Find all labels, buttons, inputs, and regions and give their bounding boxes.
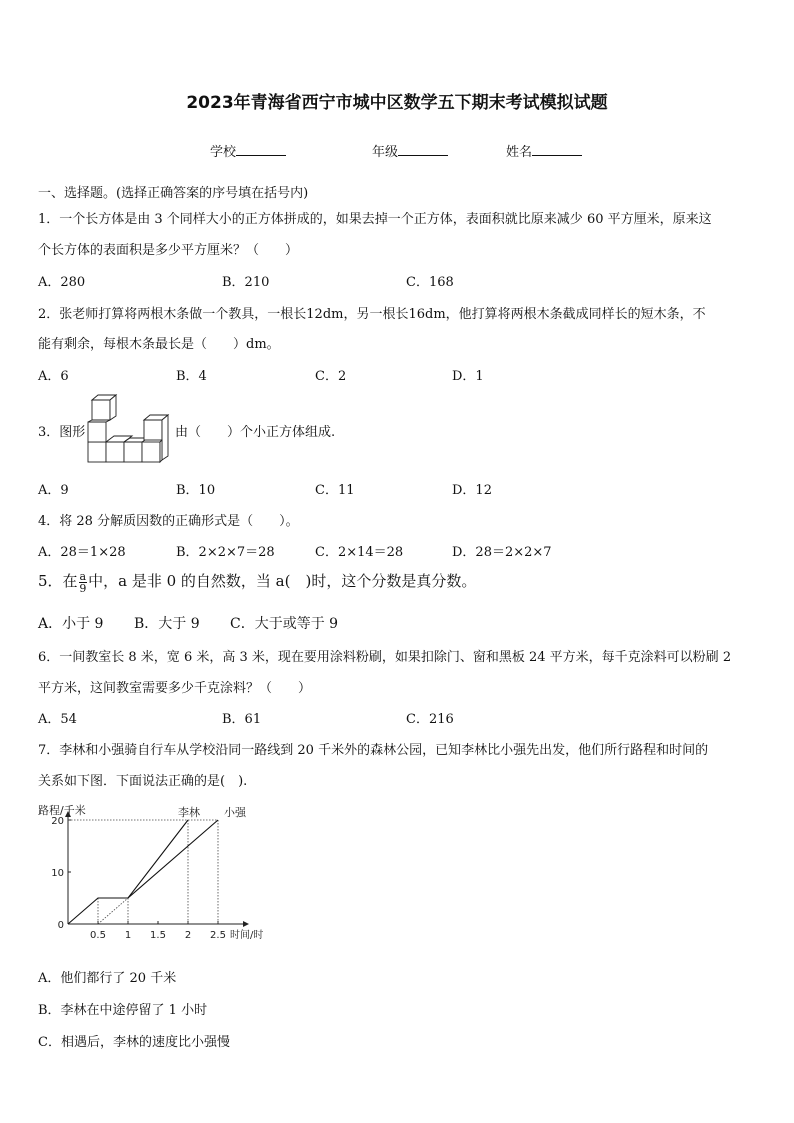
q2-option-d: D．1 — [452, 369, 484, 384]
q1-text-2: 个长方体的表面积是多少平方厘米？（ ） — [38, 243, 299, 258]
q5-text — [38, 570, 476, 594]
page-title: 2023年青海省西宁市城中区数学五下期末考试模拟试题 — [186, 93, 608, 113]
q3-option-a: A．9 — [38, 483, 69, 498]
x-tick-label: 1.5 — [150, 930, 166, 941]
series-label-1: 小强 — [224, 806, 246, 819]
q5-fraction-denominator: 9 — [79, 581, 87, 595]
x-tick-label: 2 — [184, 930, 192, 941]
q3-prefix: 3．图形 — [38, 425, 86, 440]
q1-option-b: B．210 — [222, 275, 270, 290]
x-axis-label: 时间/时 — [230, 930, 264, 941]
distance-time-chart — [30, 800, 290, 950]
school-label: 学校 — [210, 145, 237, 160]
name-blank — [532, 143, 582, 156]
q4-option-a: A．28＝1×28 — [38, 545, 126, 560]
q6-option-a: A．54 — [38, 712, 77, 727]
guide-line-lead — [98, 898, 128, 924]
q1-option-a: A．280 — [38, 275, 86, 290]
q6-text-2: 平方米，这间教室需要多少千克涂料？（ ） — [38, 681, 312, 696]
q4-option-d: D．28＝2×2×7 — [452, 545, 552, 560]
q2-text-2: 能有剩余，每根木条最长是（ ）dm。 — [38, 337, 280, 352]
q4-option-b: B．2×2×7＝28 — [176, 545, 275, 560]
cube-figure — [86, 394, 176, 464]
name-label: 姓名 — [506, 145, 533, 160]
q7-option-c: C．相遇后，李林的速度比小强慢 — [38, 1035, 230, 1050]
series-label-0: 李林 — [178, 806, 200, 819]
grade-label: 年级 — [372, 145, 399, 160]
grade-blank — [398, 143, 448, 156]
q5-option-a: A．小于 9 — [38, 616, 104, 632]
q3-suffix: 由（ ）个小正方体组成. — [175, 425, 336, 440]
section-heading: 一、选择题。(选择正确答案的序号填在括号内) — [38, 186, 309, 201]
q2-option-c: C．2 — [315, 369, 347, 384]
q2-text-1: 2．张老师打算将两根木条做一个教具，一根长12dm，另一根长16dm，他打算将两根木条截成同样长的短木条，不 — [38, 307, 706, 322]
school-field — [210, 141, 286, 160]
q3-option-d: D．12 — [452, 483, 492, 498]
q6-option-b: B．61 — [222, 712, 262, 727]
q5-fraction — [79, 571, 88, 594]
q1-text-1: 1．一个长方体是由 3 个同样大小的正方体拼成的，如果去掉一个正方体，表面积就比原来减少 60 平方厘米，原来这 — [38, 212, 712, 227]
q2-option-a: A．6 — [38, 369, 69, 384]
x-tick-label: 0.5 — [90, 930, 106, 941]
series-line-1 — [128, 820, 218, 898]
q5-fraction-numerator: a — [79, 569, 87, 583]
y-tick-label: 20 — [51, 816, 64, 827]
y-tick-label: 10 — [51, 868, 64, 879]
q7-option-b: B．李林在中途停留了 1 小时 — [38, 1003, 208, 1018]
y-axis-label: 路程/千米 — [38, 804, 86, 817]
q5-prefix: 5．在 — [38, 572, 78, 590]
y-tick-label: 0 — [57, 920, 64, 931]
x-tick-label: 1 — [124, 930, 132, 941]
q5-option-b: B．大于 9 — [134, 616, 200, 632]
q4-option-c: C．2×14＝28 — [315, 545, 404, 560]
q2-option-b: B．4 — [176, 369, 207, 384]
q7-text-1: 7．李林和小强骑自行车从学校沿同一路线到 20 千米外的森林公园，已知李林比小强先出发，他们所行路程和时间的 — [38, 743, 709, 758]
q4-text: 4．将 28 分解质因数的正确形式是（ ）。 — [38, 514, 299, 529]
q1-option-c: C．168 — [406, 275, 454, 290]
q7-text-2: 关系如下图．下面说法正确的是( ). — [38, 774, 248, 789]
name-field — [506, 141, 582, 160]
q3-option-c: C．11 — [315, 483, 355, 498]
q5-suffix: 中，a 是非 0 的自然数，当 a( )时，这个分数是真分数。 — [88, 572, 477, 590]
q7-option-a: A．他们都行了 20 千米 — [38, 971, 177, 986]
q5-option-c: C．大于或等于 9 — [230, 616, 339, 632]
q6-option-c: C．216 — [406, 712, 454, 727]
school-blank — [236, 143, 286, 156]
q6-text-1: 6．一间教室长 8 米，宽 6 米，高 3 米，现在要用涂料粉刷，如果扣除门、窗和黑板 24 平方米，每千克涂料可以粉刷 2 — [38, 650, 732, 665]
x-tick-label: 2.5 — [210, 930, 226, 941]
q3-option-b: B．10 — [176, 483, 216, 498]
grade-field — [372, 141, 448, 160]
